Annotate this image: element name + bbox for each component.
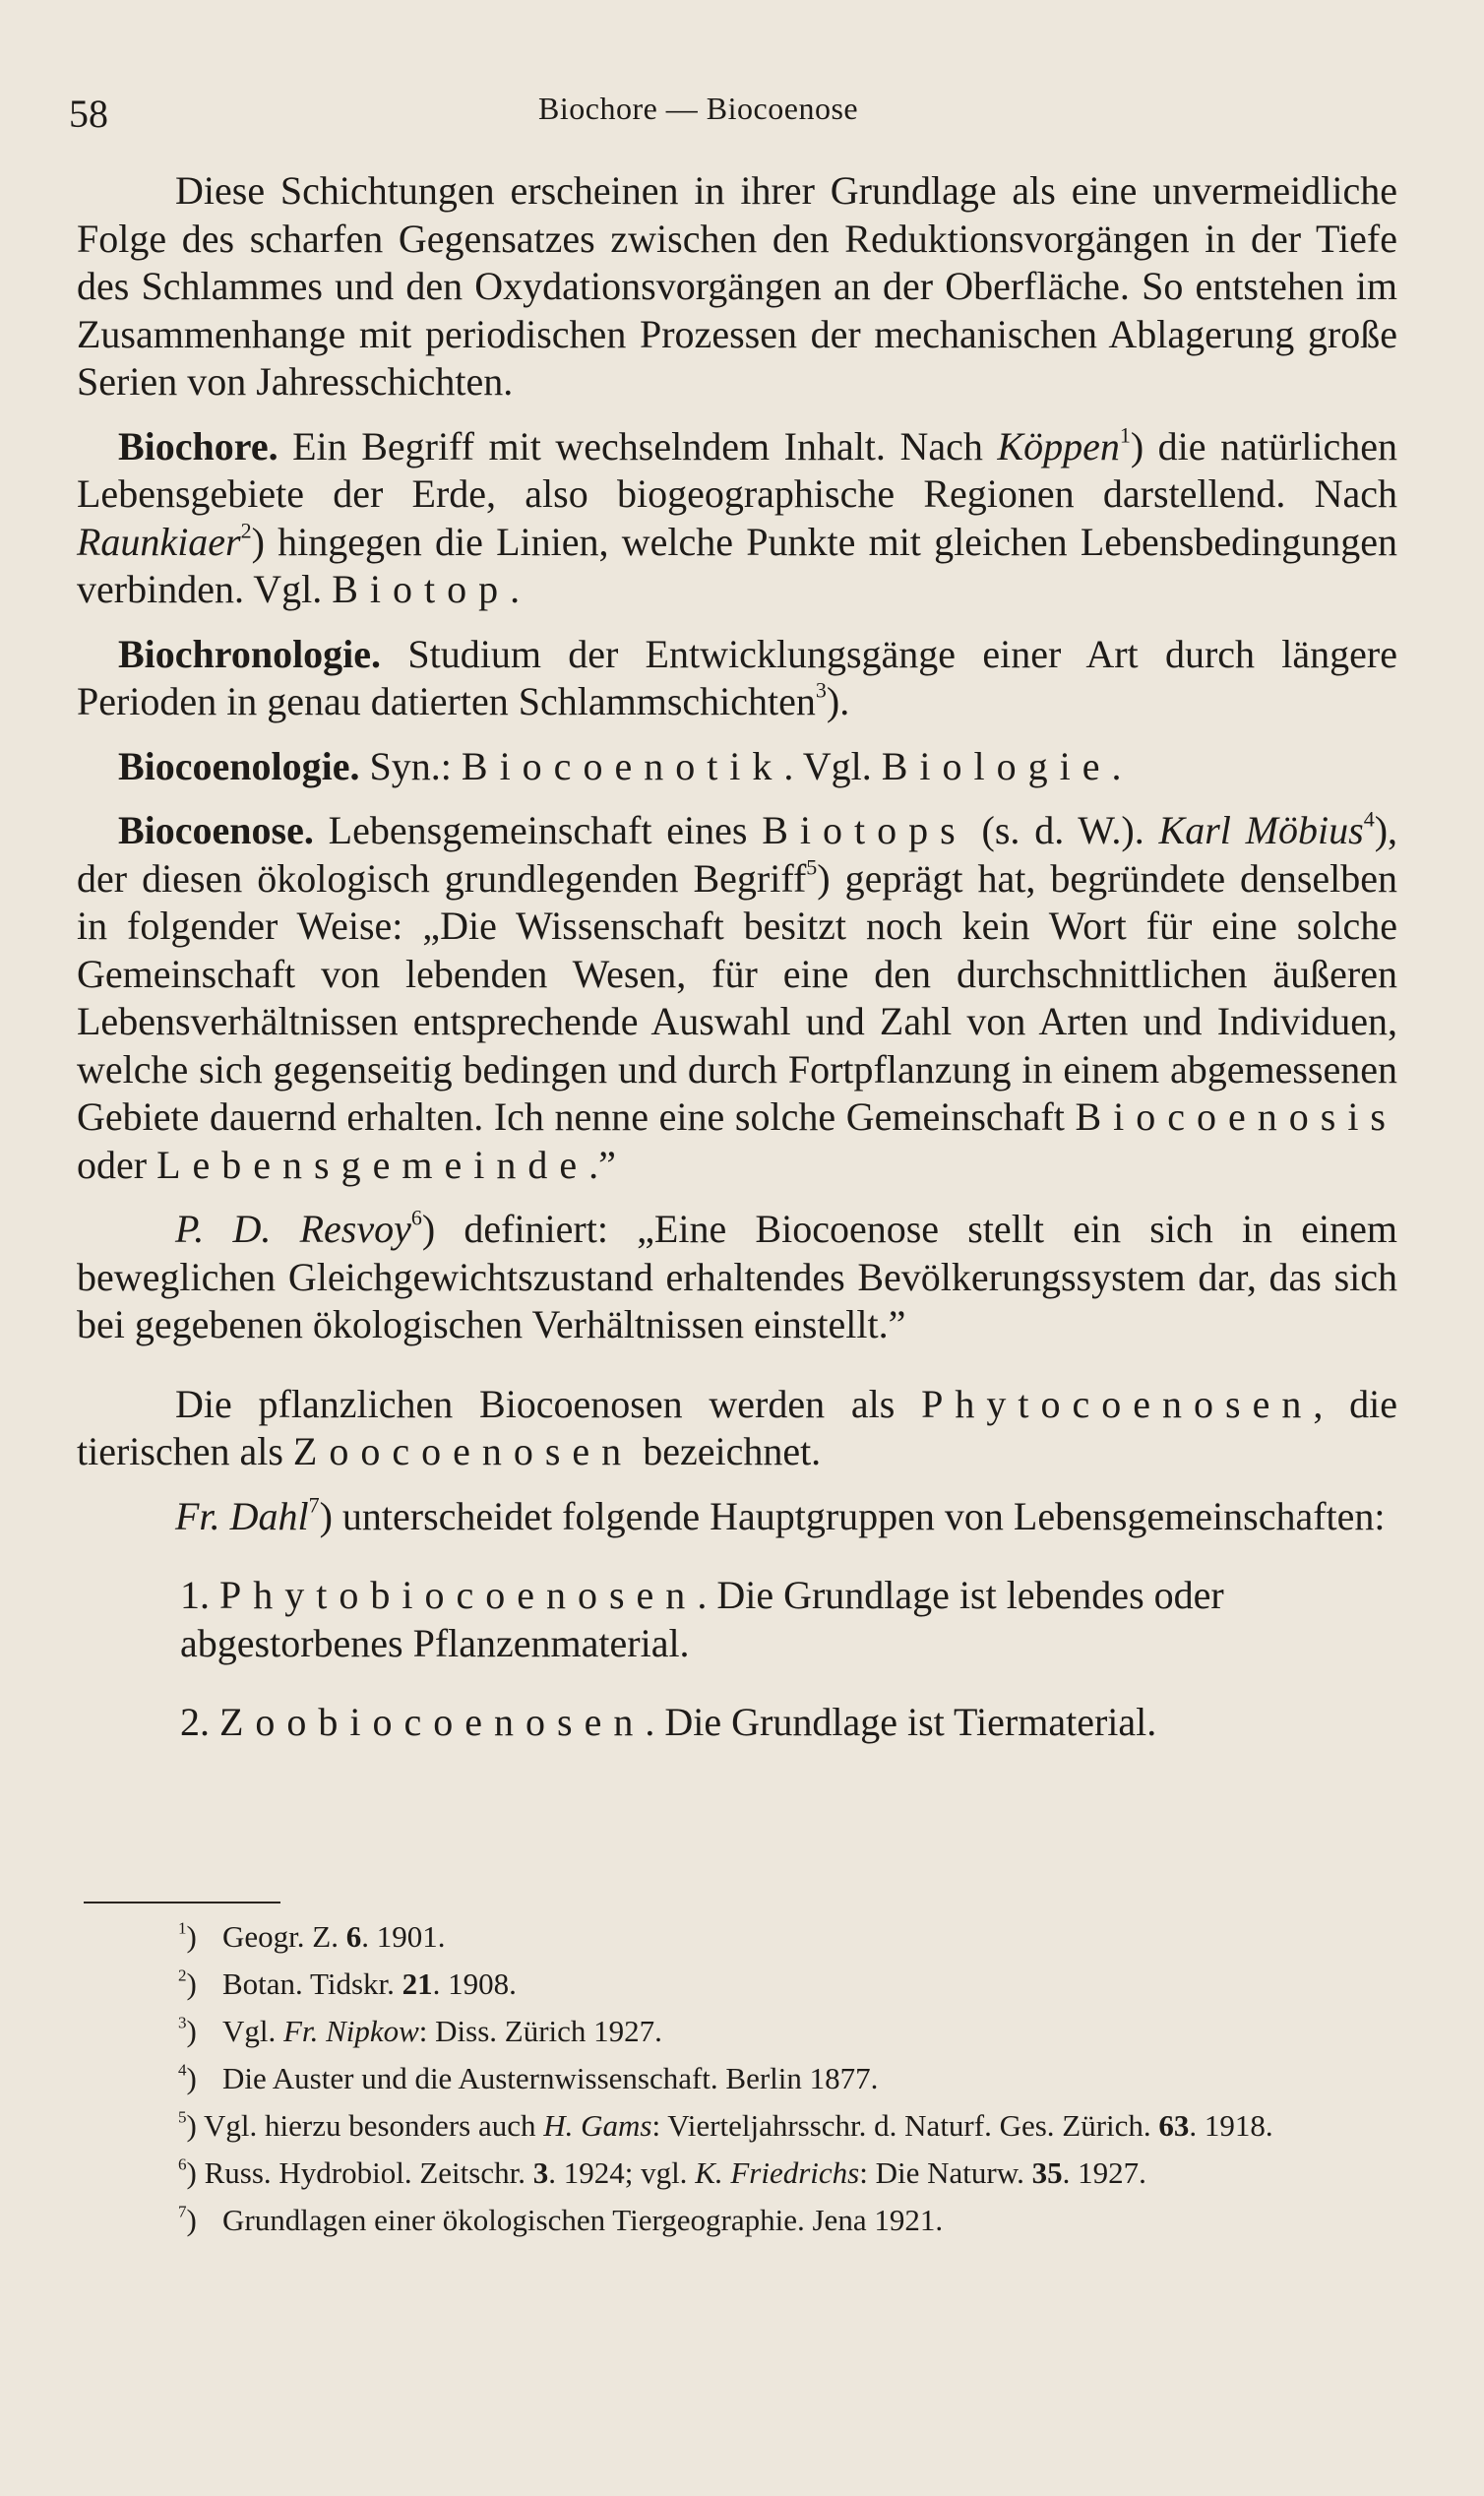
headword-biocoenologie: Biocoenologie. bbox=[118, 743, 360, 788]
footnote-2: $^2$) Botan. Tidskr. 21. 1908. bbox=[178, 1966, 517, 2001]
entry-biochore: Biochore. Ein Begriff mit wechselndem Inhalt. Nach Köppen$^1$) die natürlichen Lebensgebiete der Erde, also biogeographische Regionen darstellend. Nach Raunkiaer$^2$) hingegen die Linien, welche Punkte mit gleichen Lebensbedingungen verbinden. Vgl. Biotop. bbox=[77, 421, 1398, 611]
spaced-term: Zoobiocoenosen bbox=[219, 1700, 646, 1744]
list-item: 2. Zoobiocoenosen. Die Grundlage ist Tiermaterial. bbox=[180, 1700, 1157, 1744]
cross-reference: Biologie bbox=[881, 743, 1112, 788]
spaced-term: Zoocoenosen bbox=[292, 1429, 634, 1473]
list-item: 1. Phytobiocoenosen. Die Grundlage ist lebendes oder abgestorbenes Pflanzenmaterial. bbox=[180, 1573, 1224, 1665]
footnote-1: $^1$) Geogr. Z. 6. 1901. bbox=[178, 1918, 446, 1954]
footnote-ref-6: 6 bbox=[410, 1205, 422, 1230]
paragraph-dahl: Fr. Dahl$^7$) unterscheidet folgende Hauptgruppen von Lebensgemeinschaften: bbox=[175, 1491, 1386, 1538]
footnote-ref-7: 7 bbox=[308, 1491, 320, 1517]
author-koeppen: Köppen bbox=[997, 423, 1120, 468]
footnote-ref-3: 3 bbox=[815, 677, 827, 703]
author-raunkiaer: Raunkiaer bbox=[77, 519, 241, 564]
footnote-ref-4: 4 bbox=[1363, 806, 1375, 832]
author-dahl: Fr. Dahl bbox=[175, 1493, 309, 1538]
footnotes bbox=[77, 1919, 1397, 2250]
paragraph-schichtungen: Diese Schichtungen erscheinen in ihrer Grundlage als eine unvermeidliche Folge des scharfen Gegensatzes zwischen den Reduktionsvorgängen in der Tiefe des Schlammes und den Oxydationsvorgängen an der Oberfläche. So entstehen im Zusammenhange mit periodischen Prozessen der mechanischen Ablagerung große Serien von Jahresschichten. bbox=[77, 168, 1397, 404]
spaced-term: Lebensgemeinde bbox=[156, 1142, 589, 1187]
footnote-3: $^3$) Vgl. Fr. Nipkow: Diss. Zürich 1927. bbox=[178, 2013, 662, 2048]
main-text bbox=[77, 167, 1397, 1764]
paragraph-resvoy: P. D. Resvoy$^6$) definiert: „Eine Biocoenose stellt ein sich in einem beweglichen Gleichgewichtszustand erhaltendes Bevölkerungssystem dar, das sich bei gegebenen ökologischen Verhältnissen einstellt.” bbox=[77, 1205, 1397, 1346]
page-header bbox=[69, 91, 1397, 150]
headword-biochronologie: Biochronologie. bbox=[118, 631, 382, 676]
headword-biocoenose: Biocoenose. bbox=[118, 808, 314, 852]
entry-biochronologie: Biochronologie. Studium der Entwicklungsgänge einer Art durch längere Perioden in genau datierten Schlammschichten$^3$). bbox=[77, 631, 1397, 723]
paragraph-phytocoenosen: Die pflanzlichen Biocoenosen werden als Phytocoenosen, die tierischen als Zoocoenosen bezeichnet. bbox=[77, 1381, 1397, 1473]
author-resvoy: P. D. Resvoy bbox=[175, 1207, 411, 1251]
spaced-term: Phytocoenosen bbox=[921, 1381, 1314, 1426]
entry-biocoenose: Biocoenose. Lebensgemeinschaft eines Biotops (s. d. W.). Karl Möbius$^4$), der diesen ökologisch grundlegenden Begriff$^5$) geprägt hat, begründete denselben in folgender Weise: „Die Wissenschaft besitzt noch kein Wort für eine solche Gemeinschaft von lebenden Wesen, für eine den durchschnittlichen äußeren Lebensverhältnissen entsprechende Auswahl und Zahl von Arten und Individuen, welche sich gegenseitig bedingen und durch Fortpflanzung in einem abgemessenen Gebiete dauernd erhalten. Ich nenne eine solche Gemeinschaft Biocoenosis oder Lebensgemeinde.” bbox=[77, 806, 1398, 1187]
footnote-ref-5: 5 bbox=[806, 853, 818, 879]
footnote-ref-1: 1 bbox=[1119, 421, 1131, 447]
headword-biochore: Biochore. bbox=[118, 423, 278, 468]
footnote-5: $^5$) Vgl. hierzu besonders auch H. Gams: Vierteljahrsschr. d. Naturf. Ges. Zürich. 63. 1918. bbox=[178, 2107, 1273, 2143]
spaced-term: Phytobiocoenosen bbox=[219, 1573, 698, 1617]
entry-biocoenologie: Biocoenologie. Syn.: Biocoenotik. Vgl. Biologie. bbox=[118, 743, 1122, 788]
page-number: 58 bbox=[69, 92, 108, 136]
cross-reference: Biotop bbox=[332, 567, 511, 611]
synonym: Biocoenotik bbox=[461, 743, 784, 788]
running-head: Biochore — Biocoenose bbox=[538, 91, 859, 126]
footnote-7: $^7$) Grundlagen einer ökologischen Tiergeographie. Jena 1921. bbox=[178, 2202, 944, 2237]
author-moebius: Karl Möbius bbox=[1158, 808, 1364, 852]
spaced-term: Biocoenosis bbox=[1075, 1094, 1397, 1139]
footnote-6: $^6$) Russ. Hydrobiol. Zeitschr. 3. 1924; vgl. K. Friedrichs: Die Naturw. 35. 1927. bbox=[178, 2154, 1146, 2190]
footnote-ref-2: 2 bbox=[240, 517, 252, 542]
footnote-divider bbox=[84, 1902, 280, 1903]
footnote-4: $^4$) Die Auster und die Austernwissenschaft. Berlin 1877. bbox=[178, 2060, 879, 2095]
cross-reference: Biotops bbox=[762, 808, 967, 852]
